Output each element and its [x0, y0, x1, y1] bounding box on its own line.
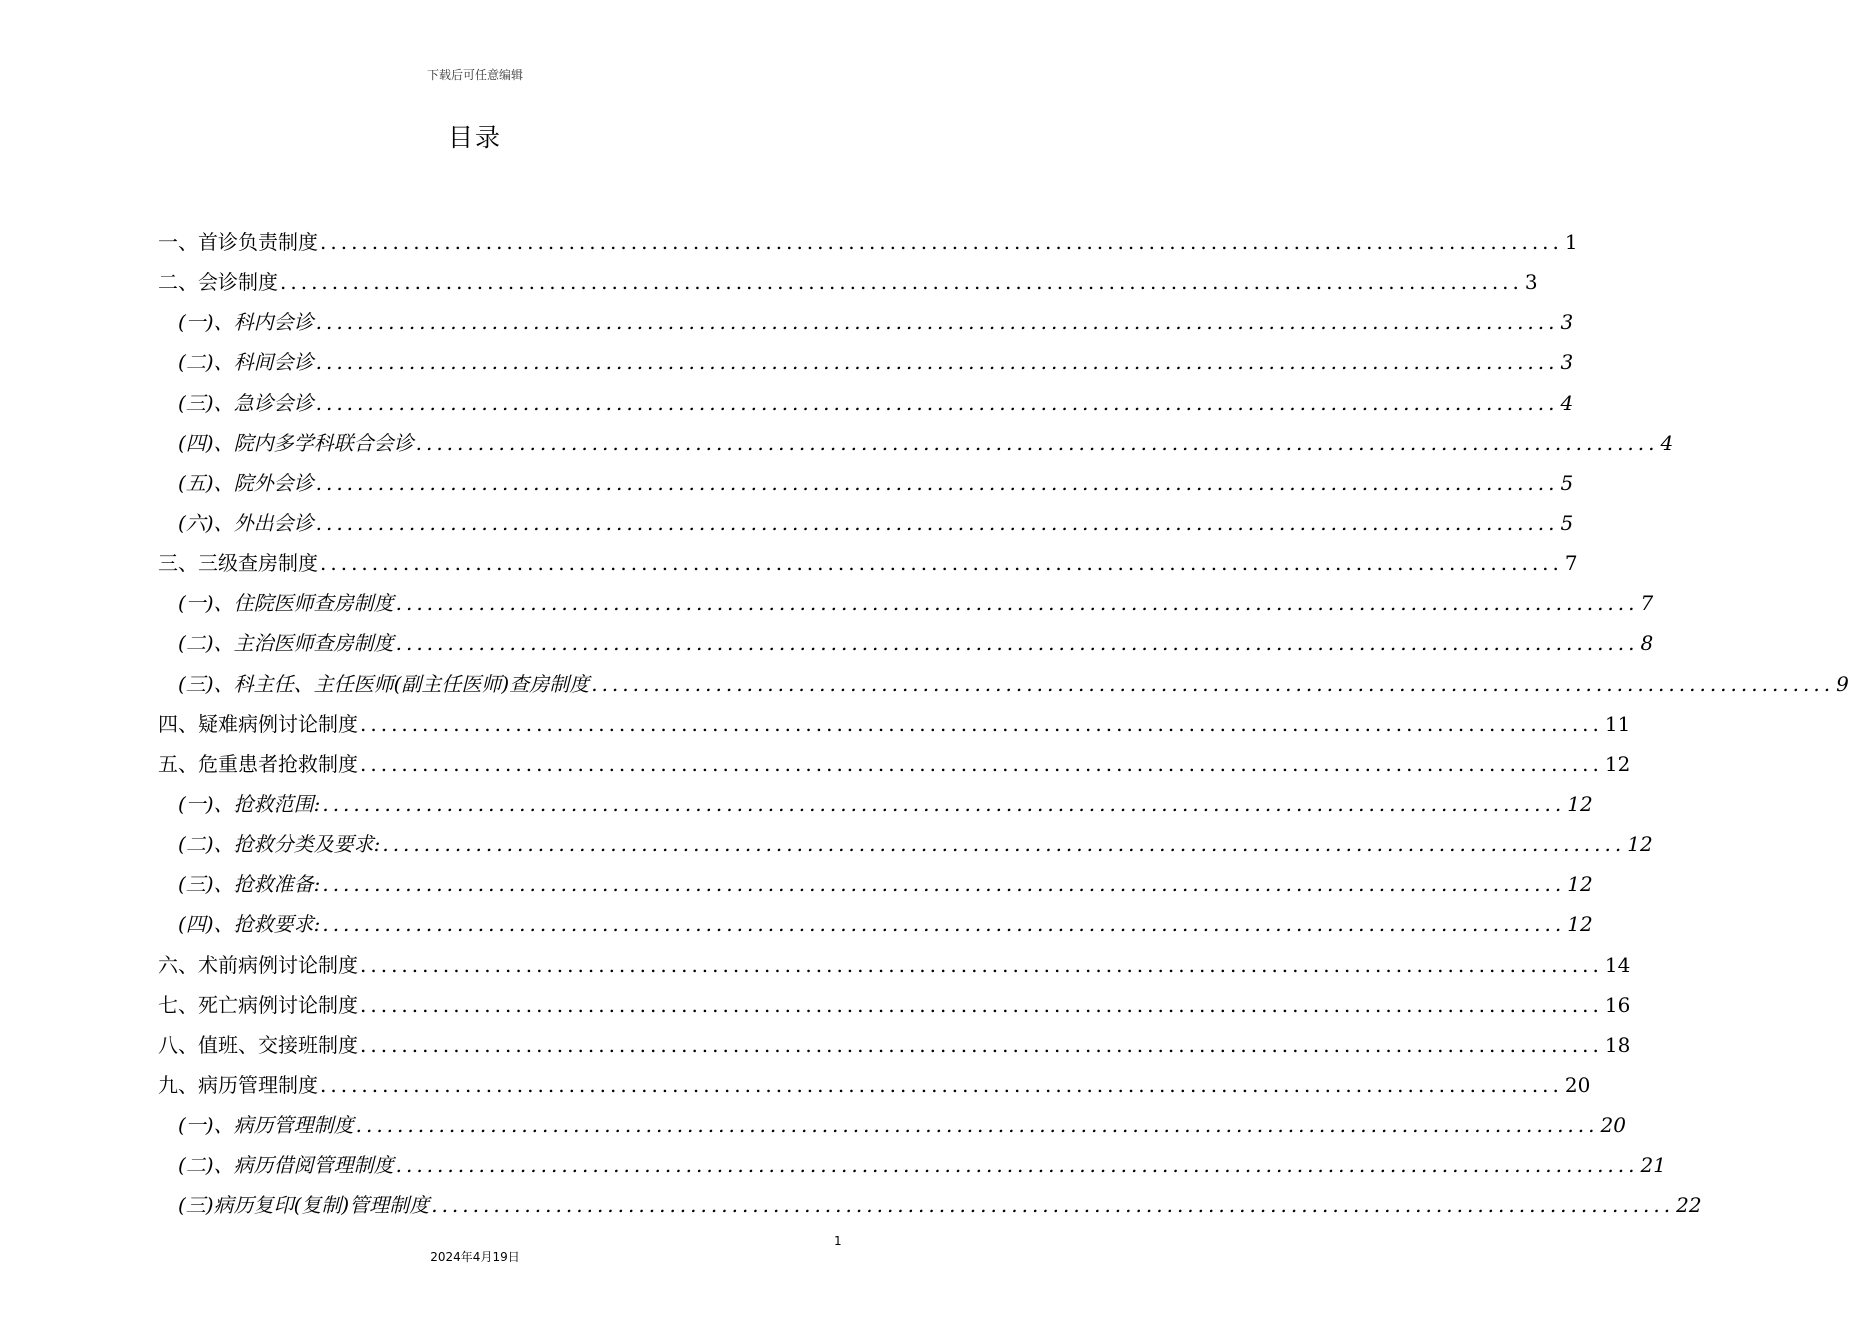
toc-entry-label: 六、术前病例讨论制度 — [158, 952, 358, 977]
toc-entry[interactable] — [158, 547, 1578, 587]
toc-dot-leader: ........................................................................................................................ — [360, 751, 1603, 776]
toc-entry-page: 14 — [1604, 952, 1631, 977]
toc-entry-page: 4 — [1560, 390, 1574, 415]
toc-entry-page: 3 — [1524, 270, 1538, 295]
toc-entry-label: (二)、科间会诊 — [178, 350, 314, 375]
toc-entry-label: (一)、科内会诊 — [178, 310, 314, 335]
toc-entry-page: 12 — [1567, 791, 1593, 816]
toc-entry[interactable] — [158, 1189, 1702, 1229]
toc-dot-leader: ........................................................................................................................ — [320, 230, 1563, 254]
footer-date: 2024年4月19日 — [430, 1250, 520, 1264]
toc-dot-leader: ........................................................................................................................ — [591, 671, 1835, 696]
toc-entry-label: (二)、抢救分类及要求: — [178, 832, 381, 857]
toc-entry-label: 五、危重患者抢救制度 — [158, 751, 358, 776]
toc-dot-leader: ........................................................................................................................ — [315, 310, 1559, 335]
toc-dot-leader: ........................................................................................................................ — [360, 711, 1603, 736]
toc-dot-leader: ........................................................................................................................ — [320, 551, 1563, 576]
toc-entry-label: 二、会诊制度 — [158, 270, 278, 295]
table-of-contents — [158, 226, 1849, 1230]
toc-entry-label: 一、首诊负责制度 — [158, 230, 318, 254]
toc-entry[interactable] — [158, 989, 1631, 1029]
toc-entry-page: 7 — [1564, 551, 1578, 576]
toc-entry-label: 四、疑难病例讨论制度 — [158, 711, 358, 736]
toc-dot-leader: ........................................................................................................................ — [322, 791, 1566, 816]
toc-entry-page: 7 — [1640, 591, 1654, 616]
toc-entry-page: 22 — [1676, 1193, 1702, 1218]
toc-dot-leader: ........................................................................................................................ — [360, 1032, 1603, 1057]
toc-entry-page: 20 — [1564, 1072, 1591, 1097]
toc-entry-page: 16 — [1604, 992, 1631, 1017]
toc-entry-page: 3 — [1560, 350, 1574, 375]
toc-dot-leader: ........................................................................................................................ — [382, 832, 1626, 857]
toc-entry-page: 1 — [1564, 230, 1578, 254]
toc-entry-page: 5 — [1560, 470, 1574, 495]
toc-entry-page: 9 — [1836, 671, 1849, 696]
toc-entry[interactable] — [158, 467, 1574, 507]
toc-entry-label: (一)、病历管理制度 — [178, 1113, 354, 1138]
toc-entry[interactable] — [158, 507, 1574, 547]
toc-dot-leader: ........................................................................................................................ — [355, 1113, 1599, 1138]
toc-entry-page: 12 — [1627, 832, 1653, 857]
toc-entry[interactable] — [158, 266, 1538, 306]
toc-entry[interactable] — [158, 708, 1631, 748]
toc-dot-leader: ........................................................................................................................ — [395, 631, 1639, 656]
toc-dot-leader: ........................................................................................................................ — [315, 350, 1559, 375]
toc-entry-page: 20 — [1600, 1113, 1626, 1138]
toc-entry[interactable] — [158, 788, 1593, 828]
toc-entry-label: (三)、科主任、主任医师(副主任医师)查房制度 — [178, 671, 590, 696]
toc-entry-label: 八、值班、交接班制度 — [158, 1032, 358, 1057]
toc-entry-page: 11 — [1604, 711, 1631, 736]
toc-dot-leader: ........................................................................................................................ — [322, 872, 1566, 897]
toc-dot-leader: ........................................................................................................................ — [315, 510, 1559, 535]
toc-entry-page: 12 — [1567, 872, 1593, 897]
toc-dot-leader: ........................................................................................................................ — [322, 912, 1566, 937]
toc-entry[interactable] — [158, 1109, 1626, 1149]
toc-entry[interactable] — [158, 828, 1653, 868]
toc-entry-label: (三)病历复印(复制)管理制度 — [178, 1193, 430, 1218]
toc-dot-leader: ........................................................................................................................ — [320, 1072, 1563, 1097]
toc-entry[interactable] — [158, 748, 1631, 788]
toc-dot-leader: ........................................................................................................................ — [280, 270, 1523, 295]
toc-entry-page: 21 — [1640, 1153, 1666, 1178]
toc-entry-page: 8 — [1640, 631, 1654, 656]
toc-entry[interactable] — [158, 226, 1578, 266]
toc-dot-leader: ........................................................................................................................ — [360, 992, 1603, 1017]
toc-entry-page: 4 — [1660, 430, 1674, 455]
toc-entry-label: (四)、抢救要求: — [178, 912, 321, 937]
toc-dot-leader: ........................................................................................................................ — [315, 470, 1559, 495]
toc-entry[interactable] — [158, 1069, 1591, 1109]
toc-entry-page: 18 — [1604, 1032, 1631, 1057]
toc-entry[interactable] — [158, 868, 1593, 908]
toc-entry-label: (四)、院内多学科联合会诊 — [178, 430, 414, 455]
toc-entry[interactable] — [158, 346, 1574, 386]
toc-entry-label: (六)、外出会诊 — [178, 510, 314, 535]
toc-entry-label: 七、死亡病例讨论制度 — [158, 992, 358, 1017]
toc-dot-leader: ........................................................................................................................ — [415, 430, 1659, 455]
toc-dot-leader: ........................................................................................................................ — [395, 591, 1639, 616]
toc-entry-page: 12 — [1604, 751, 1631, 776]
toc-entry-label: (二)、病历借阅管理制度 — [178, 1153, 394, 1178]
page-number: 1 — [834, 1234, 842, 1248]
toc-entry-label: (五)、院外会诊 — [178, 470, 314, 495]
toc-entry-label: (三)、急诊会诊 — [178, 390, 314, 415]
toc-entry[interactable] — [158, 306, 1574, 346]
toc-entry-page: 3 — [1560, 310, 1574, 335]
toc-entry-label: (一)、住院医师查房制度 — [178, 591, 394, 616]
toc-entry-label: (三)、抢救准备: — [178, 872, 321, 897]
header-note: 下载后可任意编辑 — [426, 68, 523, 82]
toc-entry[interactable] — [158, 949, 1631, 989]
toc-entry[interactable] — [158, 1149, 1666, 1189]
toc-entry[interactable] — [158, 387, 1574, 427]
page-title: 目录 — [447, 123, 502, 152]
toc-entry-label: 九、病历管理制度 — [158, 1072, 318, 1097]
toc-entry-page: 5 — [1560, 510, 1574, 535]
toc-entry[interactable] — [158, 627, 1654, 667]
toc-entry[interactable] — [158, 1029, 1631, 1069]
toc-dot-leader: ........................................................................................................................ — [431, 1193, 1675, 1218]
toc-entry[interactable] — [158, 668, 1849, 708]
toc-dot-leader: ........................................................................................................................ — [395, 1153, 1639, 1178]
toc-entry-label: (二)、主治医师查房制度 — [178, 631, 394, 656]
toc-entry-label: (一)、抢救范围: — [178, 791, 321, 816]
toc-dot-leader: ........................................................................................................................ — [360, 952, 1603, 977]
toc-entry[interactable] — [158, 587, 1654, 627]
toc-entry[interactable] — [158, 427, 1674, 467]
toc-dot-leader: ........................................................................................................................ — [315, 390, 1559, 415]
toc-entry[interactable] — [158, 908, 1593, 948]
toc-entry-label: 三、三级查房制度 — [158, 551, 318, 576]
toc-entry-page: 12 — [1567, 912, 1593, 937]
